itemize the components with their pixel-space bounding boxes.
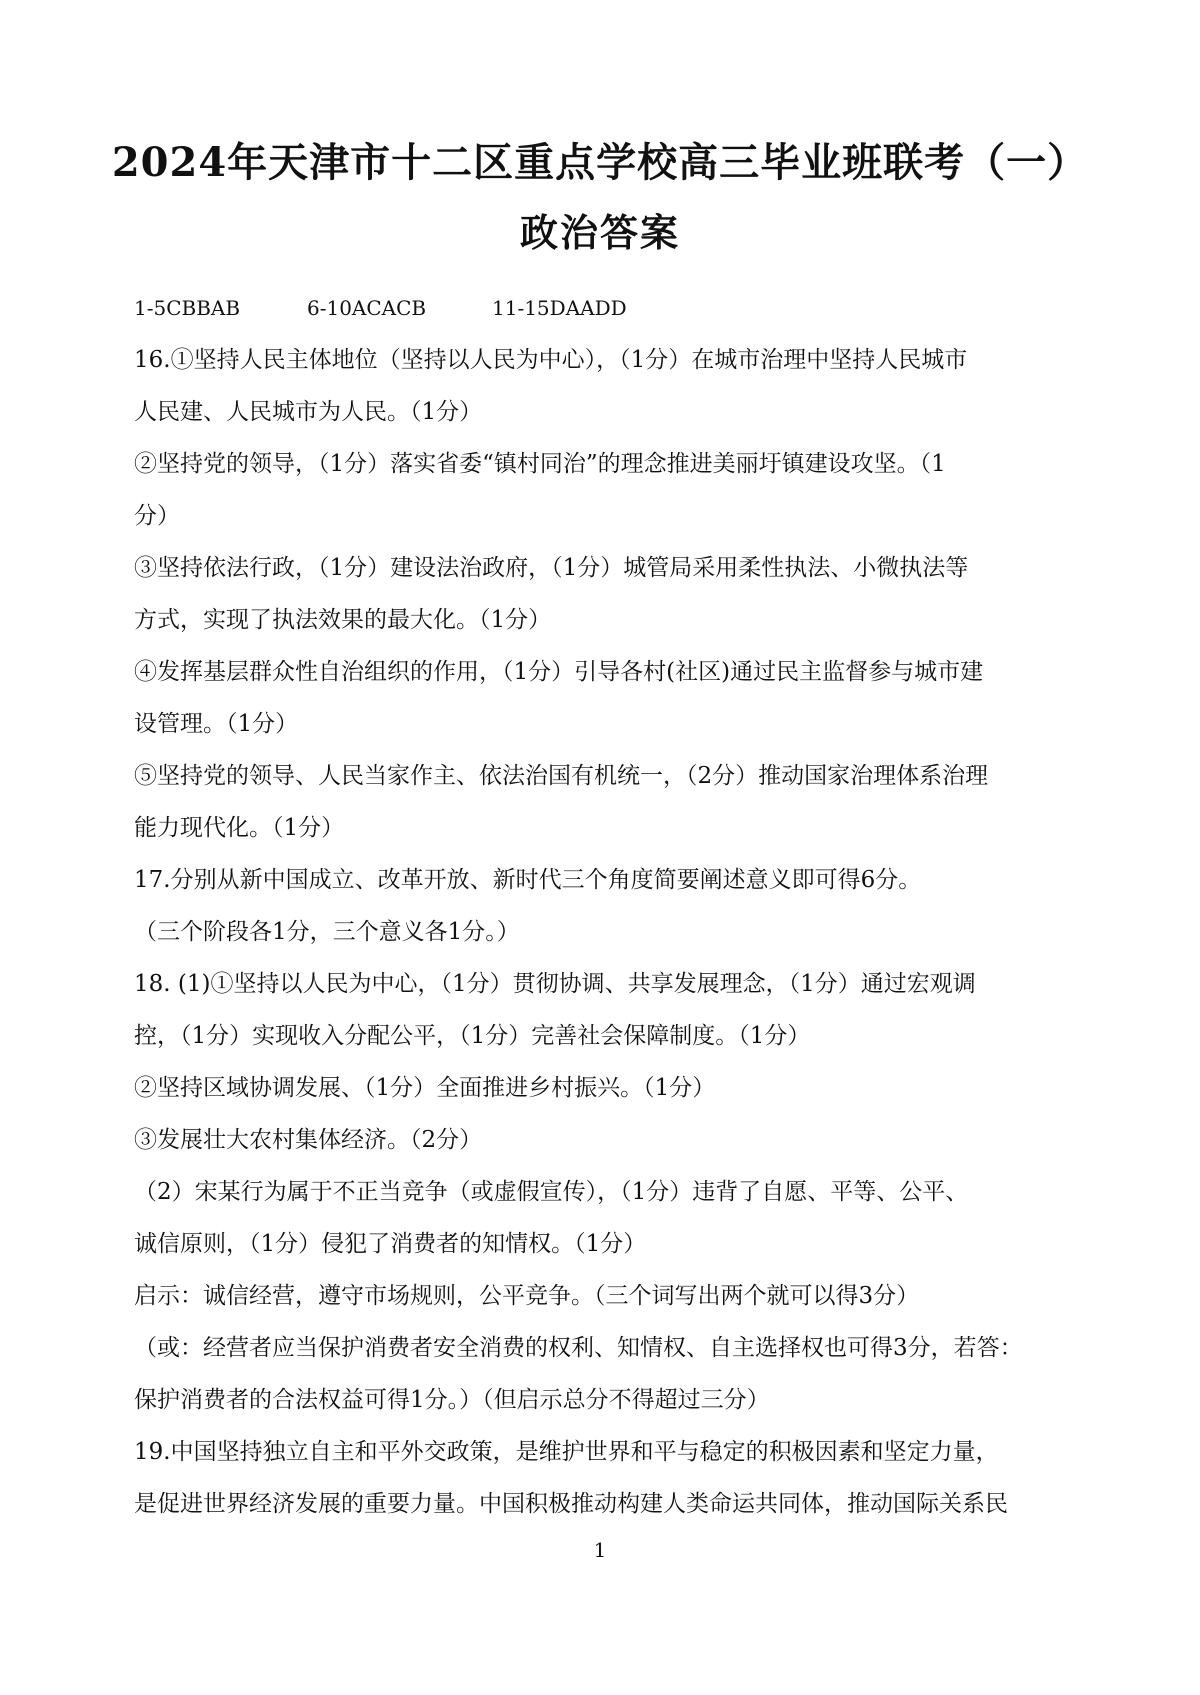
text-line: 能力现代化。（1分） bbox=[134, 815, 345, 841]
text-line: ②坚持区域协调发展、（1分）全面推进乡村振兴。（1分） bbox=[134, 1075, 716, 1101]
text-line: 方式，实现了执法效果的最大化。（1分） bbox=[134, 607, 552, 633]
page-number: 1 bbox=[593, 1538, 607, 1562]
text-line: （2）宋某行为属于不正当竞争（或虚假宣传），（1分）违背了自愿、平等、公平、 bbox=[134, 1179, 969, 1205]
text-line: 是促进世界经济发展的重要力量。中国积极推动构建人类命运共同体，推动国际关系民 bbox=[134, 1491, 1008, 1517]
text-line: 诚信原则，（1分）侵犯了消费者的知情权。（1分） bbox=[134, 1231, 647, 1257]
text-line: 保护消费者的合法权益可得1分。）（但启示总分不得超过三分） bbox=[134, 1387, 770, 1413]
text-line: ③坚持依法行政，（1分）建设法治政府，（1分）城管局采用柔性执法、小微执法等 bbox=[134, 555, 969, 581]
text-line: （或：经营者应当保护消费者安全消费的权利、知情权、自主选择权也可得3分，若答： bbox=[134, 1335, 1023, 1361]
text-line: 人民建、人民城市为人民。（1分） bbox=[134, 399, 483, 425]
document-title: 2024年天津市十二区重点学校高三毕业班联考（一） bbox=[111, 139, 1089, 186]
text-line: ④发挥基层群众性自治组织的作用，（1分）引导各村(社区)通过民主监督参与城市建 bbox=[134, 659, 984, 685]
text-line: ③发展壮大农村集体经济。（2分） bbox=[134, 1127, 483, 1153]
text-line: （三个阶段各1分，三个意义各1分。） bbox=[134, 919, 520, 945]
text-line: 16.①坚持人民主体地位（坚持以人民为中心），（1分）在城市治理中坚持人民城市 bbox=[134, 347, 968, 373]
text-line: 19.中国坚持独立自主和平外交政策，是维护世界和平与稳定的积极因素和坚定力量， bbox=[134, 1439, 999, 1465]
document-subtitle: 政治答案 bbox=[519, 210, 680, 255]
text-line: 17.分别从新中国成立、改革开放、新时代三个角度简要阐述意义即可得6分。 bbox=[134, 867, 922, 893]
text-line: 启示：诚信经营，遵守市场规则，公平竞争。（三个词写出两个就可以得3分） bbox=[134, 1283, 920, 1309]
text-line: 控，（1分）实现收入分配公平，（1分）完善社会保障制度。（1分） bbox=[134, 1023, 811, 1049]
text-line: 设管理。（1分） bbox=[134, 711, 299, 737]
mc-answers-11-15: 11-15DAADD bbox=[492, 296, 627, 320]
text-line: 18. (1)①坚持以人民为中心，（1分）贯彻协调、共享发展理念，（1分）通过宏观调 bbox=[134, 971, 976, 997]
mc-answers-6-10: 6-10ACACB bbox=[307, 296, 427, 320]
text-line: ②坚持党的领导，（1分）落实省委“镇村同治”的理念推进美丽圩镇建设攻坚。（1 bbox=[134, 451, 946, 477]
mc-answers-1-5: 1-5CBBAB bbox=[134, 296, 241, 320]
text-line: 分） bbox=[134, 503, 180, 529]
text-line: ⑤坚持党的领导、人民当家作主、依法治国有机统一，（2分）推动国家治理体系治理 bbox=[134, 763, 989, 789]
